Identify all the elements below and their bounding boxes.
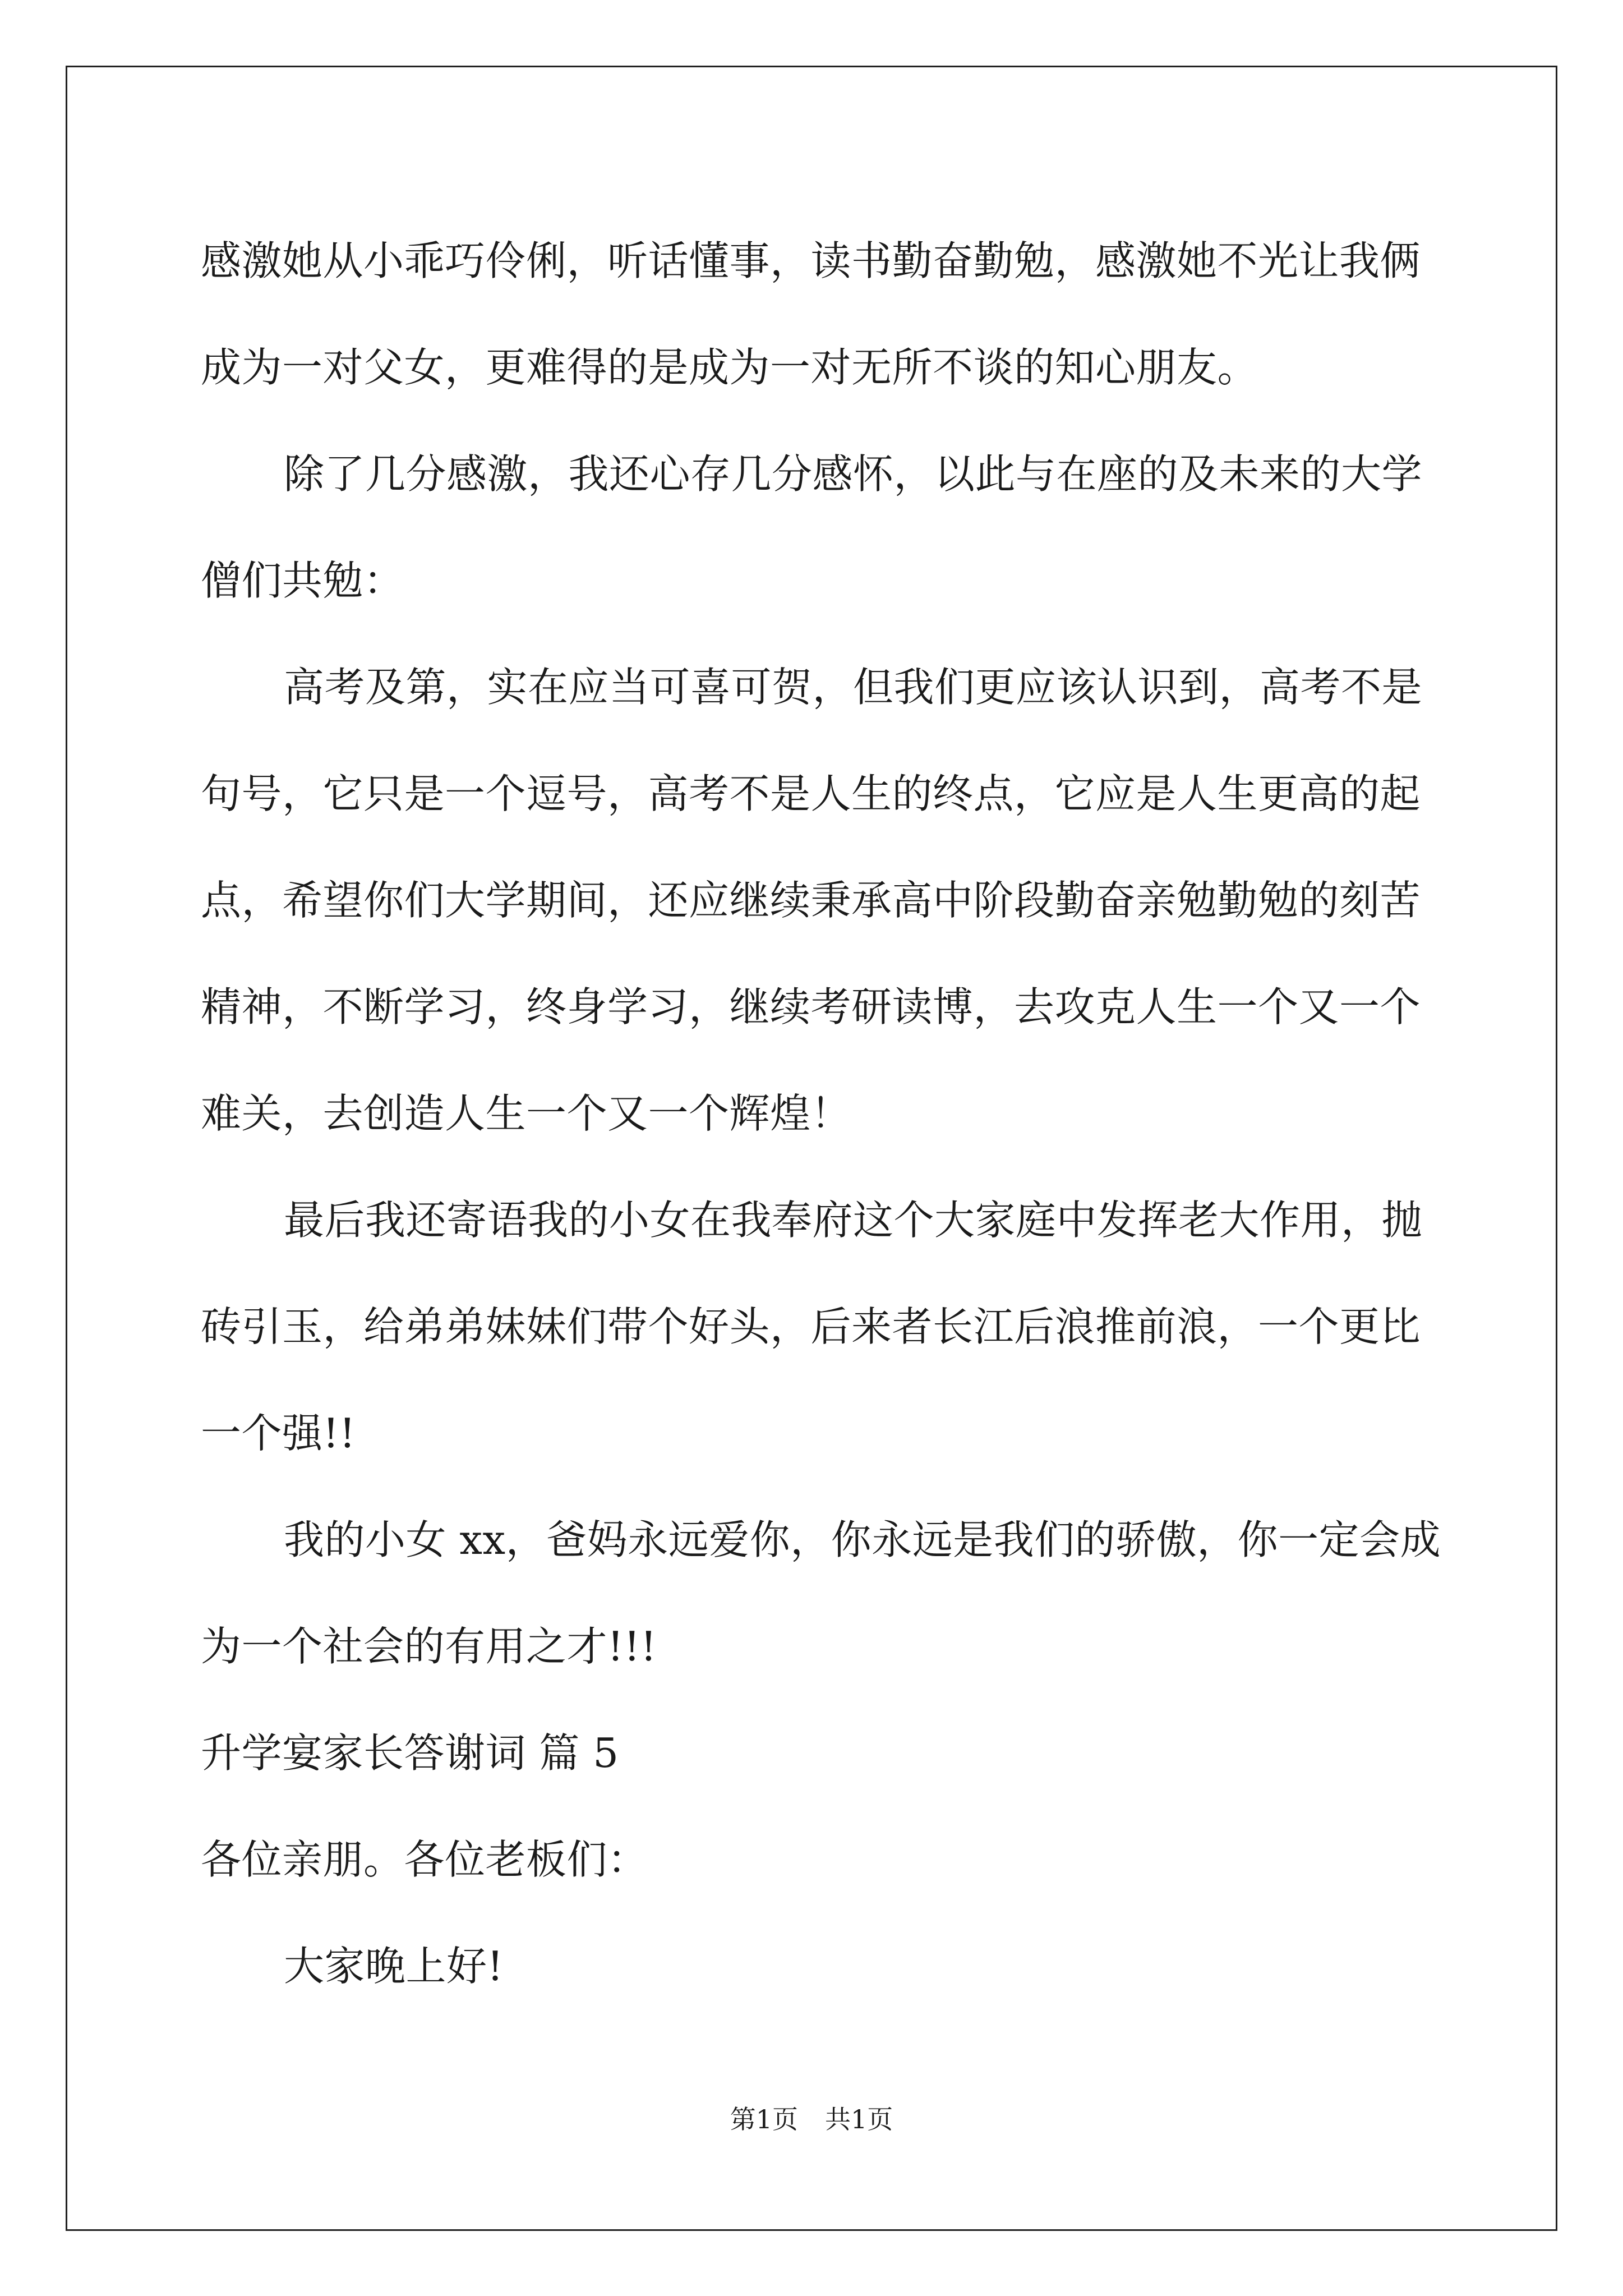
paragraph-line: 感激她从小乖巧伶俐，听话懂事，读书勤奋勤勉，感激她不光让我俩 [201,237,1421,284]
paragraph-line: 砖引玉，给弟弟妹妹们带个好头，后来者长江后浪推前浪，一个更比 [201,1303,1421,1350]
paragraph-line: 句号，它只是一个逗号，高考不是人生的终点，它应是人生更高的起 [201,770,1421,817]
page-footer [0,2102,1623,2136]
paragraph-line: 难关，去创造人生一个又一个辉煌！ [201,1090,852,1137]
paragraph-line: 为一个社会的有用之才!!! [201,1623,657,1670]
paragraph-line: 一个强!! [201,1410,356,1457]
document-body [201,208,1441,2019]
paragraph-line: 高考及第，实在应当可喜可贺，但我们更应该认识到，高考不是 [284,664,1423,711]
paragraph-line: 点，希望你们大学期间，还应继续秉承高中阶段勤奋亲勉勤勉的刻苦 [201,877,1421,924]
page-number-current: 第1页 [730,2104,798,2134]
paragraph-line: 我的小女 xx，爸妈永远爱你，你永远是我们的骄傲，你一定会成 [284,1516,1441,1563]
paragraph-line: 最后我还寄语我的小女在我奉府这个大家庭中发挥老大作用，抛 [284,1197,1423,1244]
greeting-line: 大家晚上好! [284,1943,504,1990]
section-heading: 升学宴家长答谢词 篇 5 [201,1729,619,1777]
paragraph-line: 成为一对父女，更难得的是成为一对无所不谈的知心朋友。 [201,344,1258,391]
page-number-total: 共1页 [825,2104,893,2134]
paragraph-line: 僧们共勉： [201,557,404,604]
paragraph-line: 除了几分感激，我还心存几分感怀，以此与在座的及未来的大学 [284,450,1423,498]
salutation-line: 各位亲朋。各位老板们： [201,1836,648,1883]
paragraph-line: 精神，不断学习，终身学习，继续考研读博，去攻克人生一个又一个 [201,983,1421,1030]
